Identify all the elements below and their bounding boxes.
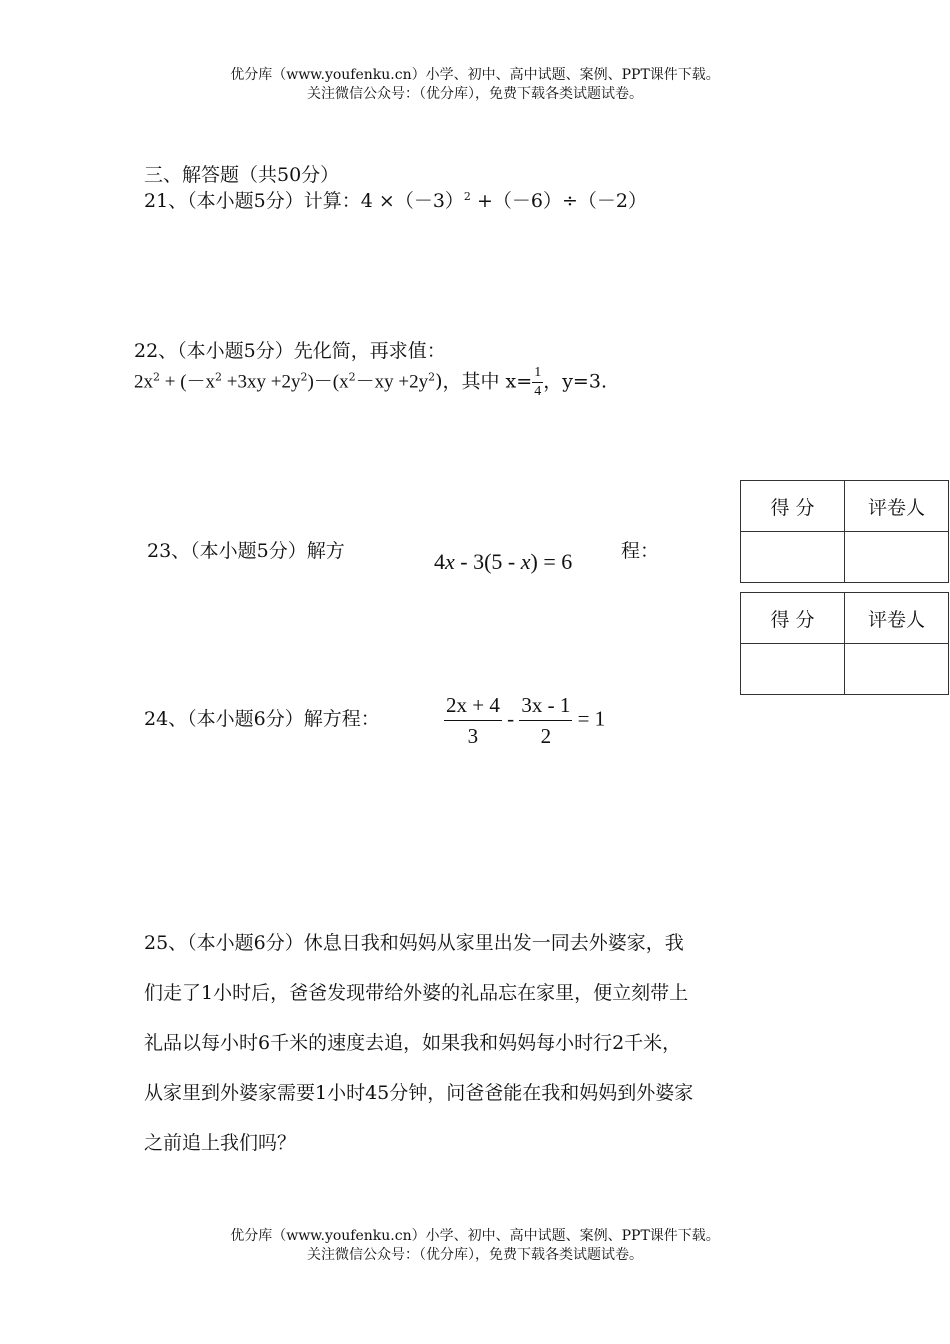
q22-frac-num: 1 [532, 364, 543, 383]
q25-line: 们走了1小时后，爸爸发现带给外婆的礼品忘在家里，便立刻带上 [144, 982, 689, 1004]
q24-f1-den: 3 [467, 724, 479, 748]
q21-exponent: 2 [463, 190, 471, 203]
grader-cell[interactable] [845, 532, 949, 583]
q21-label: 21、（本小题5分）计算： [144, 190, 361, 212]
q23-eq-x2: x [520, 549, 531, 574]
score-table-2 [740, 592, 949, 695]
q22-part-7: ，y=3. [543, 370, 607, 393]
q25-line: 从家里到外婆家需要1小时45分钟，问爸爸能在我和妈妈到外婆家 [144, 1082, 694, 1104]
score-cell[interactable] [741, 532, 845, 583]
score-cell[interactable] [741, 644, 845, 695]
section-title: 三、解答题（共50分） [144, 164, 340, 186]
grader-cell[interactable] [845, 644, 949, 695]
grader-header: 评卷人 [845, 481, 949, 532]
q24-f2-den: 2 [540, 724, 552, 748]
q24-f1-num: 2x + 4 [444, 690, 502, 721]
q22-part-6: )，其中 x= [435, 370, 533, 393]
q22-part-1: 2x [134, 371, 153, 393]
q23-eq-a: 4 [434, 549, 445, 574]
q21-expr-b: +（－6）÷（－2） [470, 190, 647, 212]
q24-equation [444, 690, 605, 751]
header-line-2: 关注微信公众号：（优分库），免费下载各类试题试卷。 [307, 86, 643, 102]
q24-fraction-1 [444, 690, 502, 751]
q25-line: 之前追上我们吗？ [144, 1132, 297, 1154]
q22-part-5: －xy +2y [355, 371, 429, 393]
q21-expr-a: 4 ×（－3） [360, 190, 464, 212]
q22-label: 22、（本小题5分）先化简，再求值： [134, 340, 446, 362]
q23-eq-c: ) = 6 [530, 549, 573, 574]
q22-fraction [532, 364, 543, 401]
q24-fraction-2 [519, 690, 572, 751]
q22-part-3: +3xy +2y [222, 371, 301, 393]
question-21 [144, 186, 647, 213]
footer-line-1: 优分库（www.youfenku.cn）小学、初中、高中试题、案例、PPT课件下载。 [230, 1228, 720, 1244]
grader-header: 评卷人 [845, 593, 949, 644]
q25-line: 礼品以每小时6千米的速度去追，如果我和妈妈每小时行2千米， [144, 1032, 682, 1054]
score-header: 得 分 [741, 593, 845, 644]
q23-equation [434, 549, 572, 575]
footer-line-2: 关注微信公众号：（优分库），免费下载各类试题试卷。 [307, 1247, 643, 1263]
q24-minus: - [501, 706, 520, 731]
q22-exp-4: 2 [348, 370, 356, 384]
q24-f2-num: 3x - 1 [519, 690, 572, 721]
score-header: 得 分 [741, 481, 845, 532]
q22-frac-den: 4 [534, 384, 542, 399]
q22-exp-3: 2 [300, 370, 308, 384]
header-line-1: 优分库（www.youfenku.cn）小学、初中、高中试题、案例、PPT课件下载。 [230, 67, 720, 83]
question-25 [144, 918, 814, 1168]
score-table-1 [740, 480, 949, 583]
q23-label: 23、（本小题5分）解方 [147, 540, 345, 562]
q22-exp-2: 2 [215, 370, 223, 384]
q23-eq-b: - 3(5 - [454, 549, 521, 574]
q23-suffix: 程： [621, 540, 660, 562]
q22-part-2: + (－x [160, 371, 216, 393]
q23-eq-x1: x [445, 549, 455, 574]
q24-rhs: = 1 [572, 706, 606, 731]
q22-expression [134, 364, 607, 401]
q25-line: 25、（本小题6分）休息日我和妈妈从家里出发一同去外婆家，我 [144, 932, 684, 954]
q24-label: 24、（本小题6分）解方程： [144, 708, 380, 730]
q22-part-4: )－(x [307, 371, 349, 393]
q22-exp-5: 2 [428, 370, 436, 384]
q22-exp-1: 2 [153, 370, 160, 384]
